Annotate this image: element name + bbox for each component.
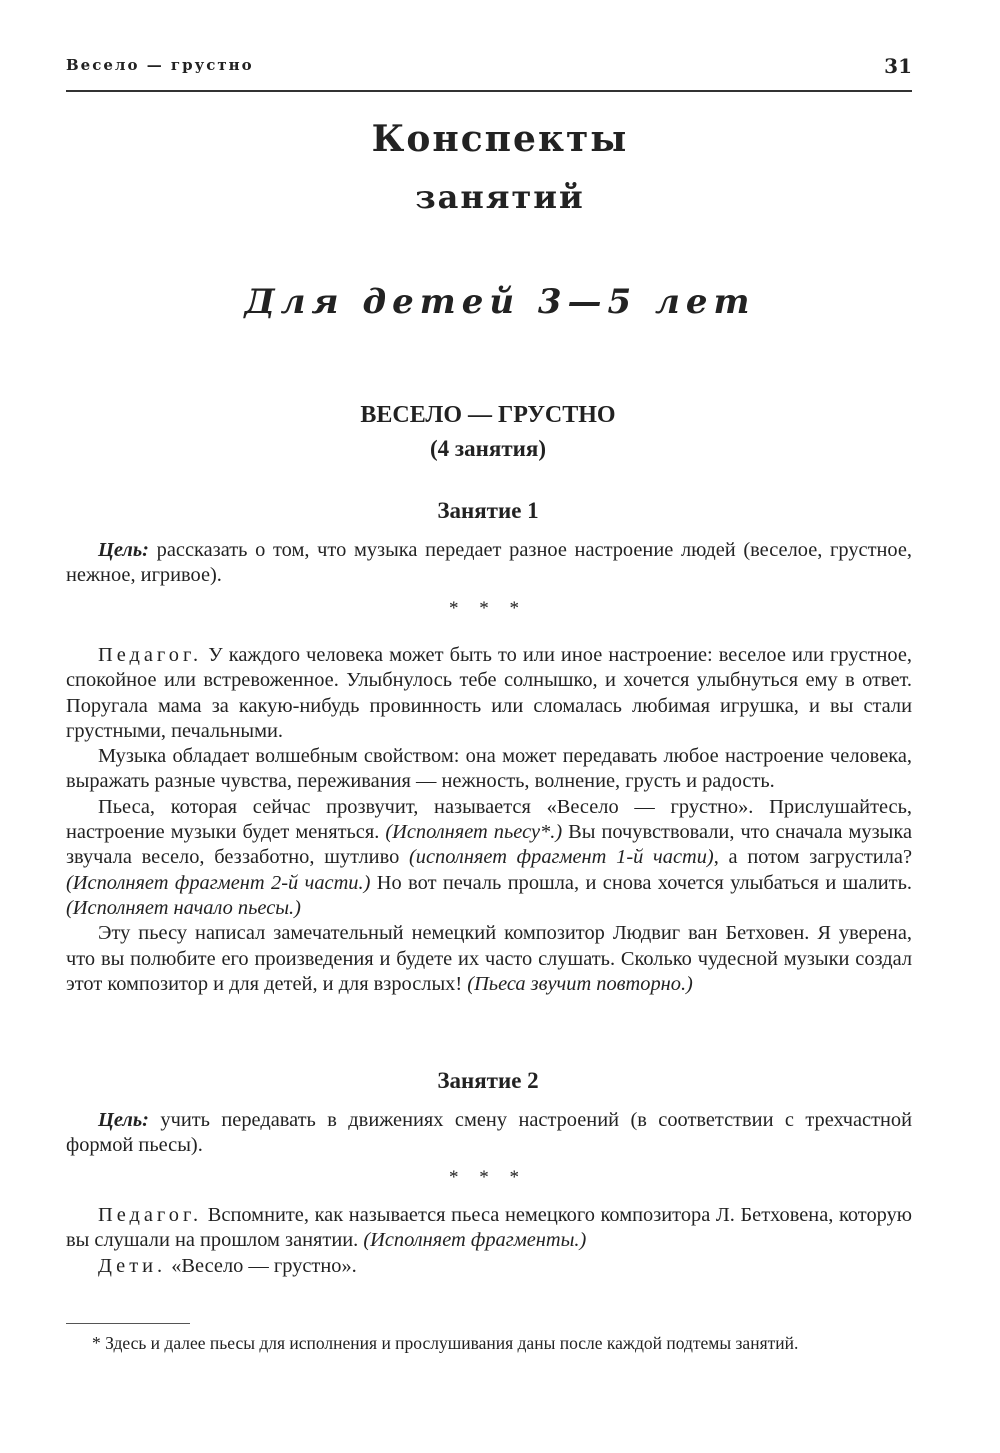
- paragraph-text: Пьеса, которая сейчас прозвучит, называется «Весело — грустно». Прислушайтесь, настроение музыки будет меняться.: [66, 795, 912, 844]
- paragraph-text: «Весело — грустно».: [166, 1254, 357, 1277]
- main-title-line2: занятий: [415, 178, 585, 216]
- paragraph: [66, 921, 912, 997]
- lesson1-body: [66, 643, 912, 997]
- speaker-label: Дети.: [98, 1254, 167, 1277]
- paragraph-text: , а потом загрустила?: [713, 846, 912, 869]
- main-title-line1: Конспекты: [371, 118, 629, 160]
- lesson1-heading: Занятие 1: [437, 498, 539, 523]
- lesson2-heading: Занятие 2: [437, 1068, 539, 1093]
- header-rule: [66, 90, 912, 92]
- age-group-heading: Для детей 3—5 лет: [244, 282, 756, 322]
- stage-direction: (Исполняет начало пьесы.): [66, 896, 301, 919]
- paragraph-text: Но вот печаль прошла, и снова хочется улыбаться и шалить.: [370, 871, 912, 894]
- footnote-text: * Здесь и далее пьесы для исполнения и прослушивания даны после каждой подтемы занятий.: [92, 1333, 799, 1353]
- lesson2-body: [66, 1203, 912, 1279]
- paragraph: [66, 1203, 912, 1254]
- lessons-count: (4 занятия): [430, 436, 546, 461]
- paragraph-text: Вы почувствовали, что сначала музыка звучала весело, беззаботно, шутливо: [66, 821, 912, 869]
- stage-direction: (Исполняет фрагмент 2-й части.): [66, 871, 371, 894]
- footnote-rule: [66, 1323, 190, 1324]
- section-divider: * * *: [449, 598, 527, 619]
- lesson2-goal: [66, 1108, 912, 1159]
- section-divider: * * *: [449, 1167, 527, 1188]
- paragraph: Музыка обладает волшебным свойством: она может передавать любое настроение человека, выражать разные чувства, переживания — нежность, волнение, грусть и радость.: [66, 745, 912, 793]
- stage-direction: (Исполняет пьесу*.): [385, 821, 563, 844]
- topic-title: ВЕСЕЛО — ГРУСТНО: [360, 402, 616, 428]
- stage-direction: (Исполняет фрагменты.): [363, 1229, 587, 1252]
- goal-text: учить передавать в движениях смену настроений (в соответствии с трехчастной формой пьесы).: [66, 1109, 912, 1157]
- speaker-label: Педагог.: [98, 644, 203, 666]
- stage-direction: (Пьеса звучит повторно.): [467, 972, 693, 995]
- paragraph-text: Вспомните, как называется пьеса немецкого композитора Л. Бетховена, которую вы слушали на прошлом занятии.: [66, 1204, 912, 1252]
- paragraph-text: У каждого человека может быть то или иное настроение: веселое или грустное, спокойное или встревоженное. Улыбнулось тебе солнышко, и хочется улыбнуться ему в ответ. Поругала мама за какую-нибудь провинность или сломалась любимая игрушка, и вы стали грустными, печальными.: [66, 644, 912, 742]
- paragraph: [66, 1254, 912, 1279]
- running-header: [66, 52, 912, 82]
- paragraph-text: Эту пьесу написал замечательный немецкий композитор Людвиг ван Бетховен. Я уверена, что вы полюбите его произведения и будете их часто слушать. Сколько чудесной музыки создал этот композитор и для детей, и для взрослых!: [66, 922, 912, 995]
- paragraph: [66, 643, 912, 744]
- goal-text: рассказать о том, что музыка передает разное настроение людей (веселое, грустное, нежное, игривое).: [66, 539, 912, 587]
- goal-label: Цель:: [98, 539, 149, 561]
- goal-label: Цель:: [98, 1109, 149, 1131]
- footnote: [66, 1332, 912, 1354]
- stage-direction: (исполняет фрагмент 1-й части): [409, 846, 714, 869]
- paragraph: [66, 795, 912, 921]
- lesson1-goal: [66, 538, 912, 589]
- page-number: 31: [884, 54, 912, 78]
- running-title: Весело — грустно: [66, 56, 254, 74]
- speaker-label: Педагог.: [98, 1204, 203, 1226]
